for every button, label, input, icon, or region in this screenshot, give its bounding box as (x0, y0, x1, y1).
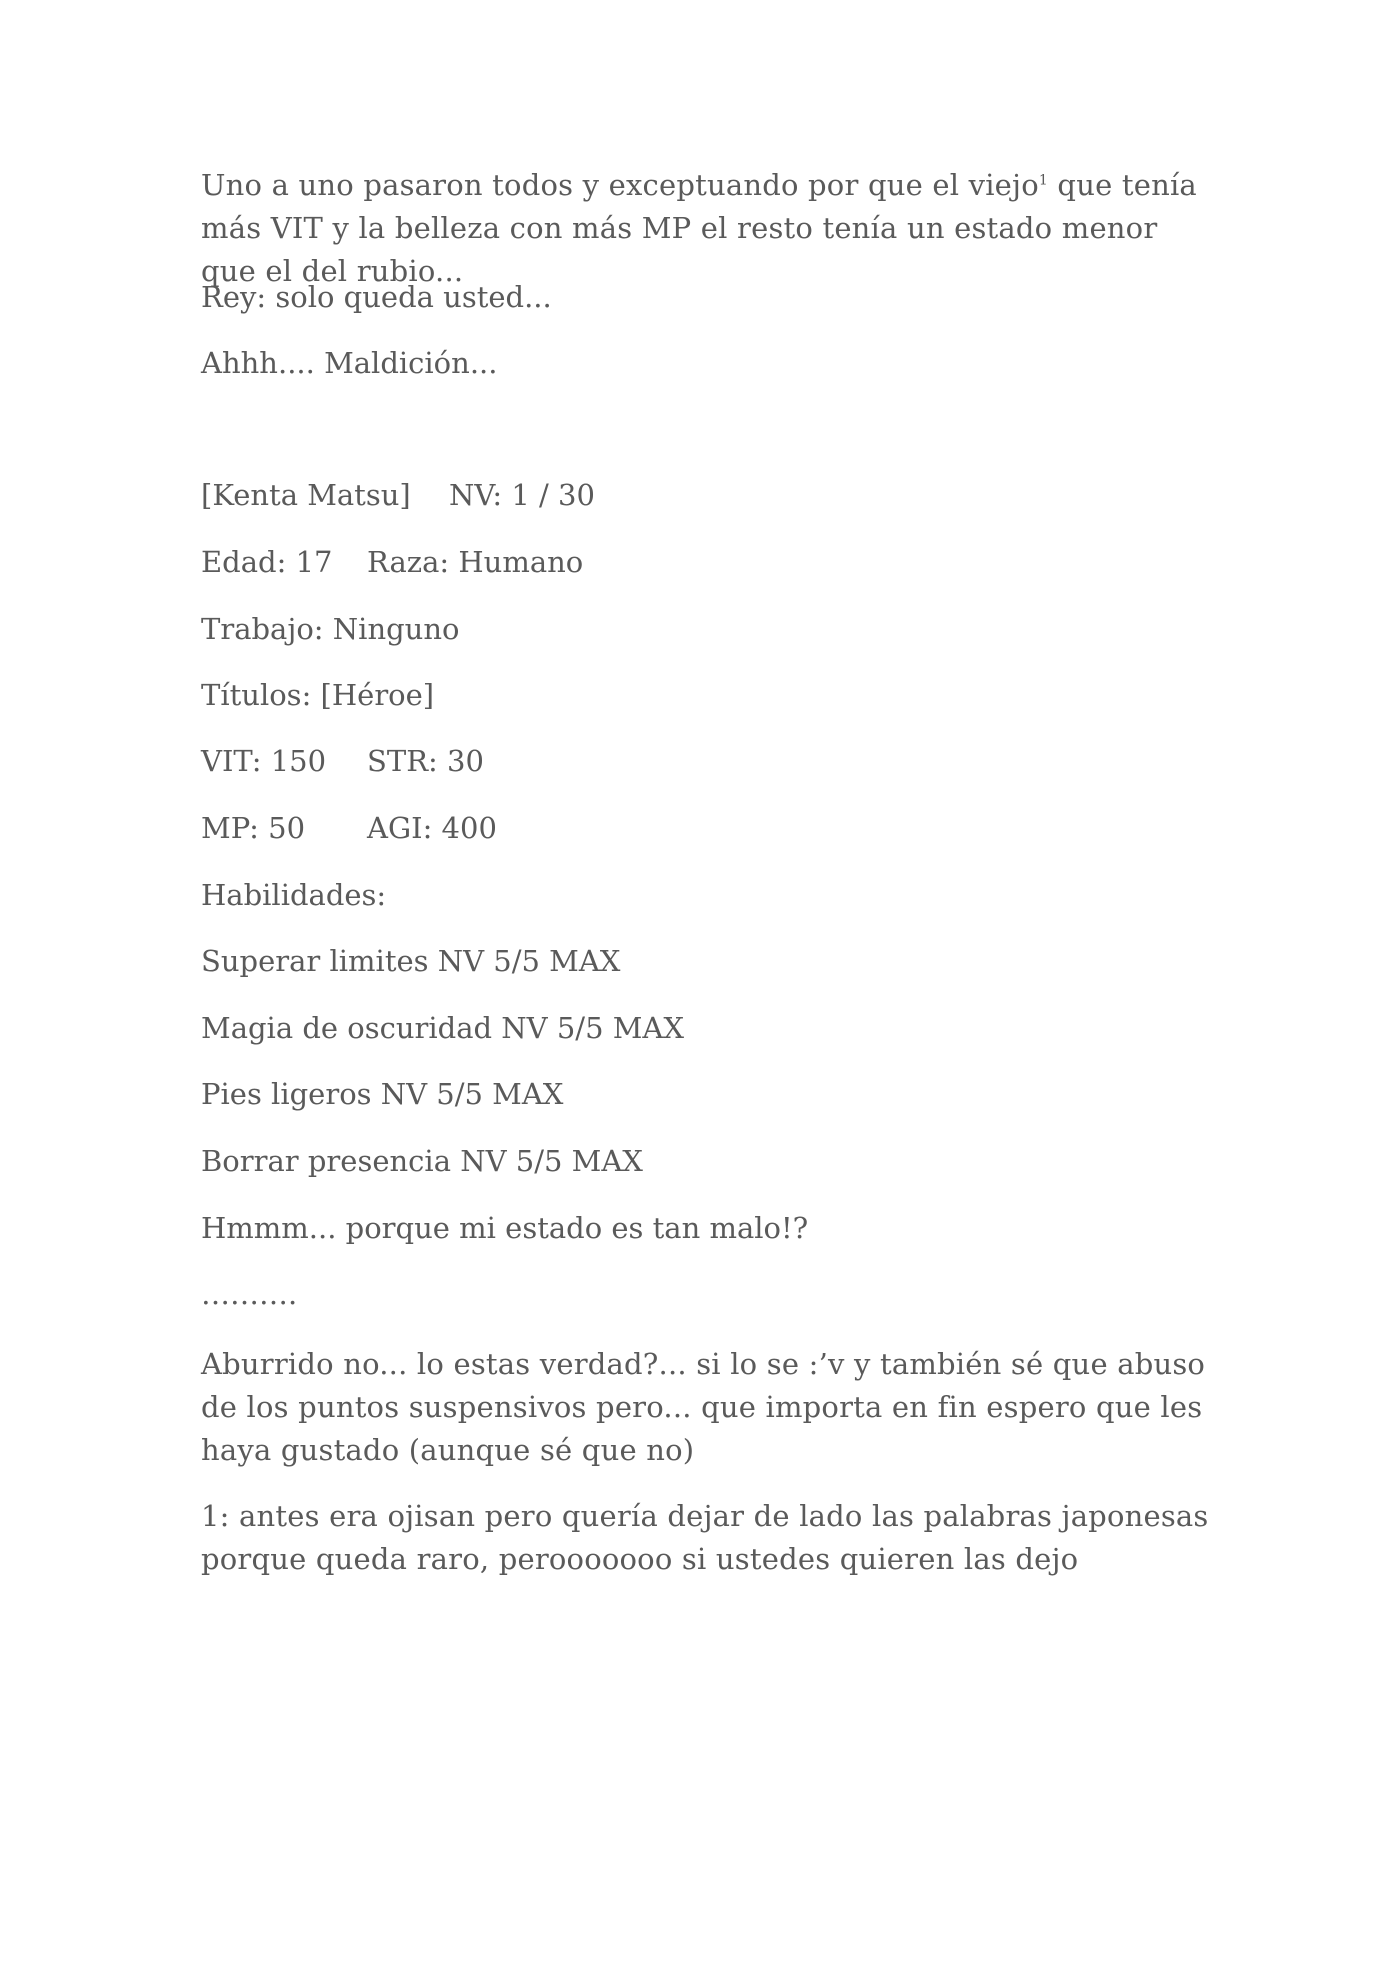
character-level: NV: 1 / 30 (449, 478, 595, 512)
skill-item: Superar limites NV 5/5 MAX (201, 944, 621, 978)
stat-vit: VIT: 150 (201, 744, 327, 778)
status-name-row (201, 474, 595, 517)
status-mp-row (201, 807, 497, 850)
skill-item: Pies ligeros NV 5/5 MAX (201, 1077, 564, 1111)
status-vit-row (201, 740, 484, 783)
character-race: Raza: Humano (367, 545, 584, 579)
character-titles: Títulos: [Héroe] (201, 678, 435, 712)
character-age: Edad: 17 (201, 545, 333, 579)
character-job: Trabajo: Ninguno (201, 612, 460, 646)
skill-item: Magia de oscuridad NV 5/5 MAX (201, 1011, 685, 1045)
footnote: 1: antes era ojisan pero quería dejar de lado las palabras japonesas porque queda raro, perooooooo si ustedes quieren las dejo (201, 1499, 1209, 1576)
character-name: [Kenta Matsu] (201, 478, 411, 512)
dots-line: ………. (201, 1277, 298, 1311)
intro-text-part2: que tenía más VIT y la belleza con más MP el resto tenía un estado menor que el del rubio... (201, 168, 1197, 288)
intro-paragraph (201, 164, 1211, 293)
hmmm-line: Hmmm... porque mi estado es tan malo!? (201, 1211, 809, 1245)
stat-str: STR: 30 (367, 744, 484, 778)
skill-item: Borrar presencia NV 5/5 MAX (201, 1144, 643, 1178)
intro-text-part1: Uno a uno pasaron todos y exceptuando por que el viejo (201, 168, 1039, 202)
skills-header: Habilidades: (201, 878, 387, 912)
stat-agi: AGI: 400 (367, 811, 497, 845)
ahhh-line: Ahhh.... Maldición... (201, 346, 498, 380)
footnote-reference: 1 (1038, 172, 1049, 189)
stat-mp: MP: 50 (201, 811, 306, 845)
author-note: Aburrido no... lo estas verdad?... si lo se :’v y también sé que abuso de los puntos suspensivos pero... que importa en fin espero que les haya gustado (aunque sé que no) (201, 1347, 1206, 1467)
status-age-row (201, 541, 584, 584)
rey-line: Rey: solo queda usted... (201, 280, 552, 314)
